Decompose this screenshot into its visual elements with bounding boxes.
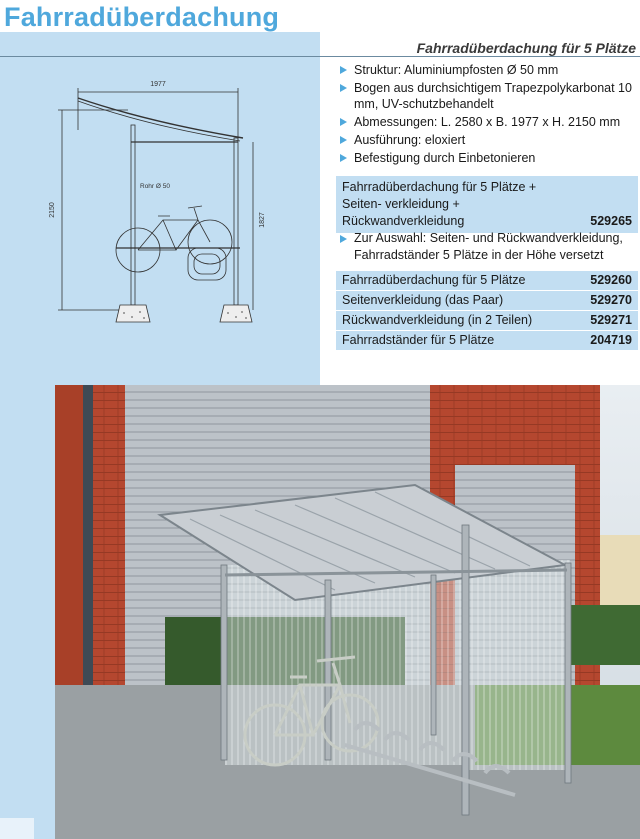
front-post (131, 125, 135, 305)
option-note (340, 230, 638, 264)
spec-item (340, 114, 638, 130)
roof-curve (78, 98, 243, 138)
spec-text: Ausführung: eloxiert (354, 133, 466, 147)
order-row (336, 311, 638, 331)
footer-tab (0, 818, 34, 839)
order-number: 529265 (590, 214, 632, 228)
order-label: Fahrradüberdachung für 5 Plätze (342, 273, 526, 287)
order-row (336, 176, 638, 233)
note-text: Zur Auswahl: Seiten- und Rückwandverkleidung, Fahrradständer 5 Plätze in der Höhe versetzt (354, 231, 623, 262)
pipe-label: Rohr Ø 50 (140, 183, 170, 190)
order-row (336, 331, 638, 350)
order-row (336, 271, 638, 291)
spec-item (340, 62, 638, 78)
order-number: 529271 (590, 313, 632, 327)
options-table (336, 271, 638, 350)
spec-text: Bogen aus durchsichtigem Trapezpolykarbonat 10 mm, UV-schutzbehandelt (354, 81, 632, 111)
bullet-arrow-icon (340, 136, 347, 144)
order-row (336, 291, 638, 311)
order-label: Fahrradüberdachung für 5 Plätze + Seiten- verkleidung + Rückwandverkleidung (342, 180, 537, 228)
spec-list (340, 62, 638, 168)
dim-width-label: 1977 (150, 81, 166, 88)
order-label: Fahrradständer für 5 Plätze (342, 333, 495, 347)
product-photo (55, 385, 640, 839)
page-title: Fahrradüberdachung (4, 2, 280, 32)
spec-item (340, 150, 638, 166)
right-footing (220, 305, 252, 322)
dim-height-label: 2150 (49, 202, 56, 218)
bullet-arrow-icon (340, 84, 347, 92)
technical-drawing (28, 70, 318, 330)
order-label: Seitenverkleidung (das Paar) (342, 293, 504, 307)
spec-item (340, 132, 638, 148)
rear-panel (225, 565, 465, 765)
order-number: 529260 (590, 273, 632, 287)
spec-text: Befestigung durch Einbetonieren (354, 151, 536, 165)
product-title: Fahrradüberdachung für 5 Plätze (416, 40, 636, 56)
spec-item (340, 80, 638, 112)
order-number: 204719 (590, 333, 632, 347)
order-label: Rückwandverkleidung (in 2 Teilen) (342, 313, 533, 327)
header-rule (0, 56, 640, 57)
bullet-arrow-icon (340, 118, 347, 126)
bullet-arrow-icon (340, 154, 347, 162)
bullet-arrow-icon (340, 66, 347, 74)
spec-text: Struktur: Aluminiumpfosten Ø 50 mm (354, 63, 559, 77)
spec-text: Abmessungen: L. 2580 x B. 1977 x H. 2150 mm (354, 115, 621, 129)
side-panel (465, 560, 570, 770)
left-footing (116, 305, 150, 322)
order-number: 529270 (590, 293, 632, 307)
bullet-arrow-icon (340, 235, 347, 243)
dim-inner-height-label: 1827 (259, 212, 266, 228)
main-order-box (336, 176, 638, 233)
post (221, 565, 227, 760)
rear-post (234, 138, 238, 305)
